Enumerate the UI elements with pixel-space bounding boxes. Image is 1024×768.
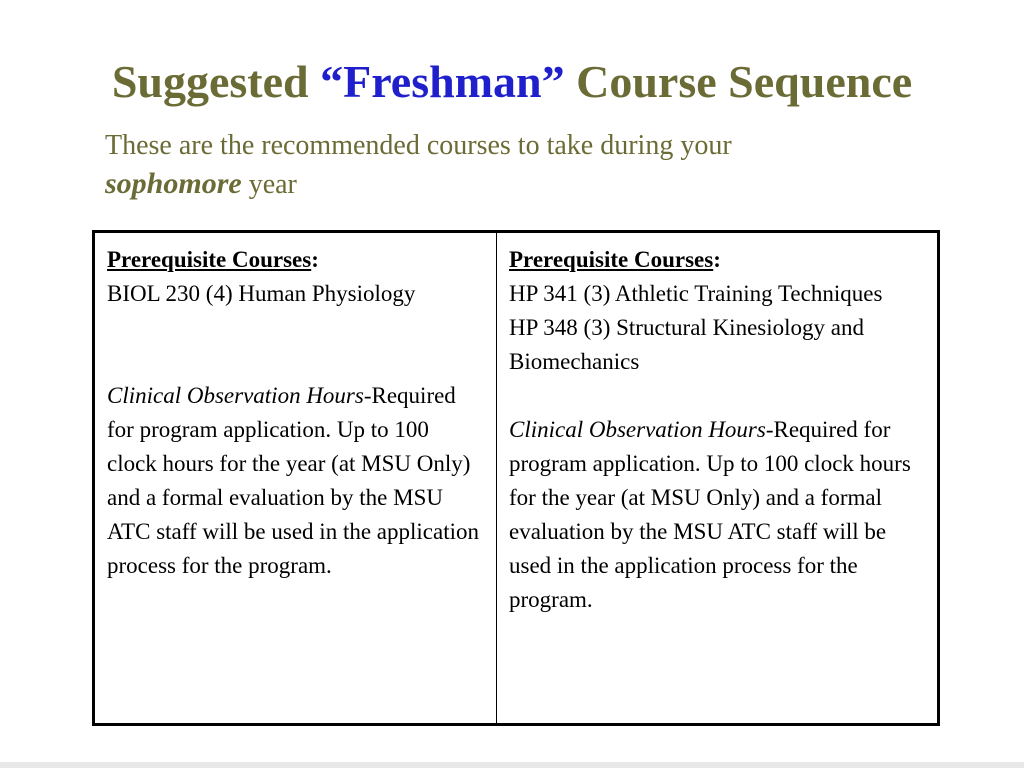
right-heading-colon: :	[713, 247, 721, 272]
slide-title	[0, 52, 1024, 112]
left-spacer	[107, 311, 484, 379]
title-part-2: Course Sequence	[564, 56, 913, 107]
right-heading	[509, 243, 925, 277]
left-observation-text: -Required for program application. Up to 100 clock hours for the year (at MSU Only) and a formal evaluation by the MSU ATC staff will be used in the application process for the program.	[107, 383, 479, 578]
subtitle-tail: year	[241, 169, 297, 200]
left-heading	[107, 243, 484, 277]
right-observation	[509, 413, 925, 617]
course-column-right	[497, 233, 937, 723]
left-course-item: BIOL 230 (4) Human Physiology	[107, 281, 416, 306]
title-part-1: Suggested	[111, 56, 321, 107]
left-observation	[107, 379, 484, 583]
right-spacer	[509, 379, 925, 413]
left-observation-label: Clinical Observation Hours	[107, 383, 364, 408]
right-heading-label: Prerequisite Courses	[509, 247, 714, 272]
subtitle-emphasis: sophomore	[105, 167, 242, 200]
subtitle-line-1: These are the recommended courses to take during your	[105, 130, 732, 161]
right-course-item: HP 348 (3) Structural Kinesiology and Biomechanics	[509, 315, 864, 374]
right-course-item: HP 341 (3) Athletic Training Techniques	[509, 281, 883, 306]
bottom-divider	[0, 762, 1024, 768]
right-observation-label: Clinical Observation Hours	[509, 417, 766, 442]
title-accent: “Freshman”	[320, 56, 565, 107]
course-column-left	[95, 233, 497, 723]
slide-subtitle	[105, 127, 905, 204]
course-table	[92, 230, 940, 726]
left-heading-label: Prerequisite Courses	[107, 247, 312, 272]
right-observation-text: -Required for program application. Up to 100 clock hours for the year (at MSU Only) and a formal evaluation by the MSU ATC staff will be used in the application process for the program.	[509, 417, 911, 612]
left-heading-colon: :	[311, 247, 319, 272]
